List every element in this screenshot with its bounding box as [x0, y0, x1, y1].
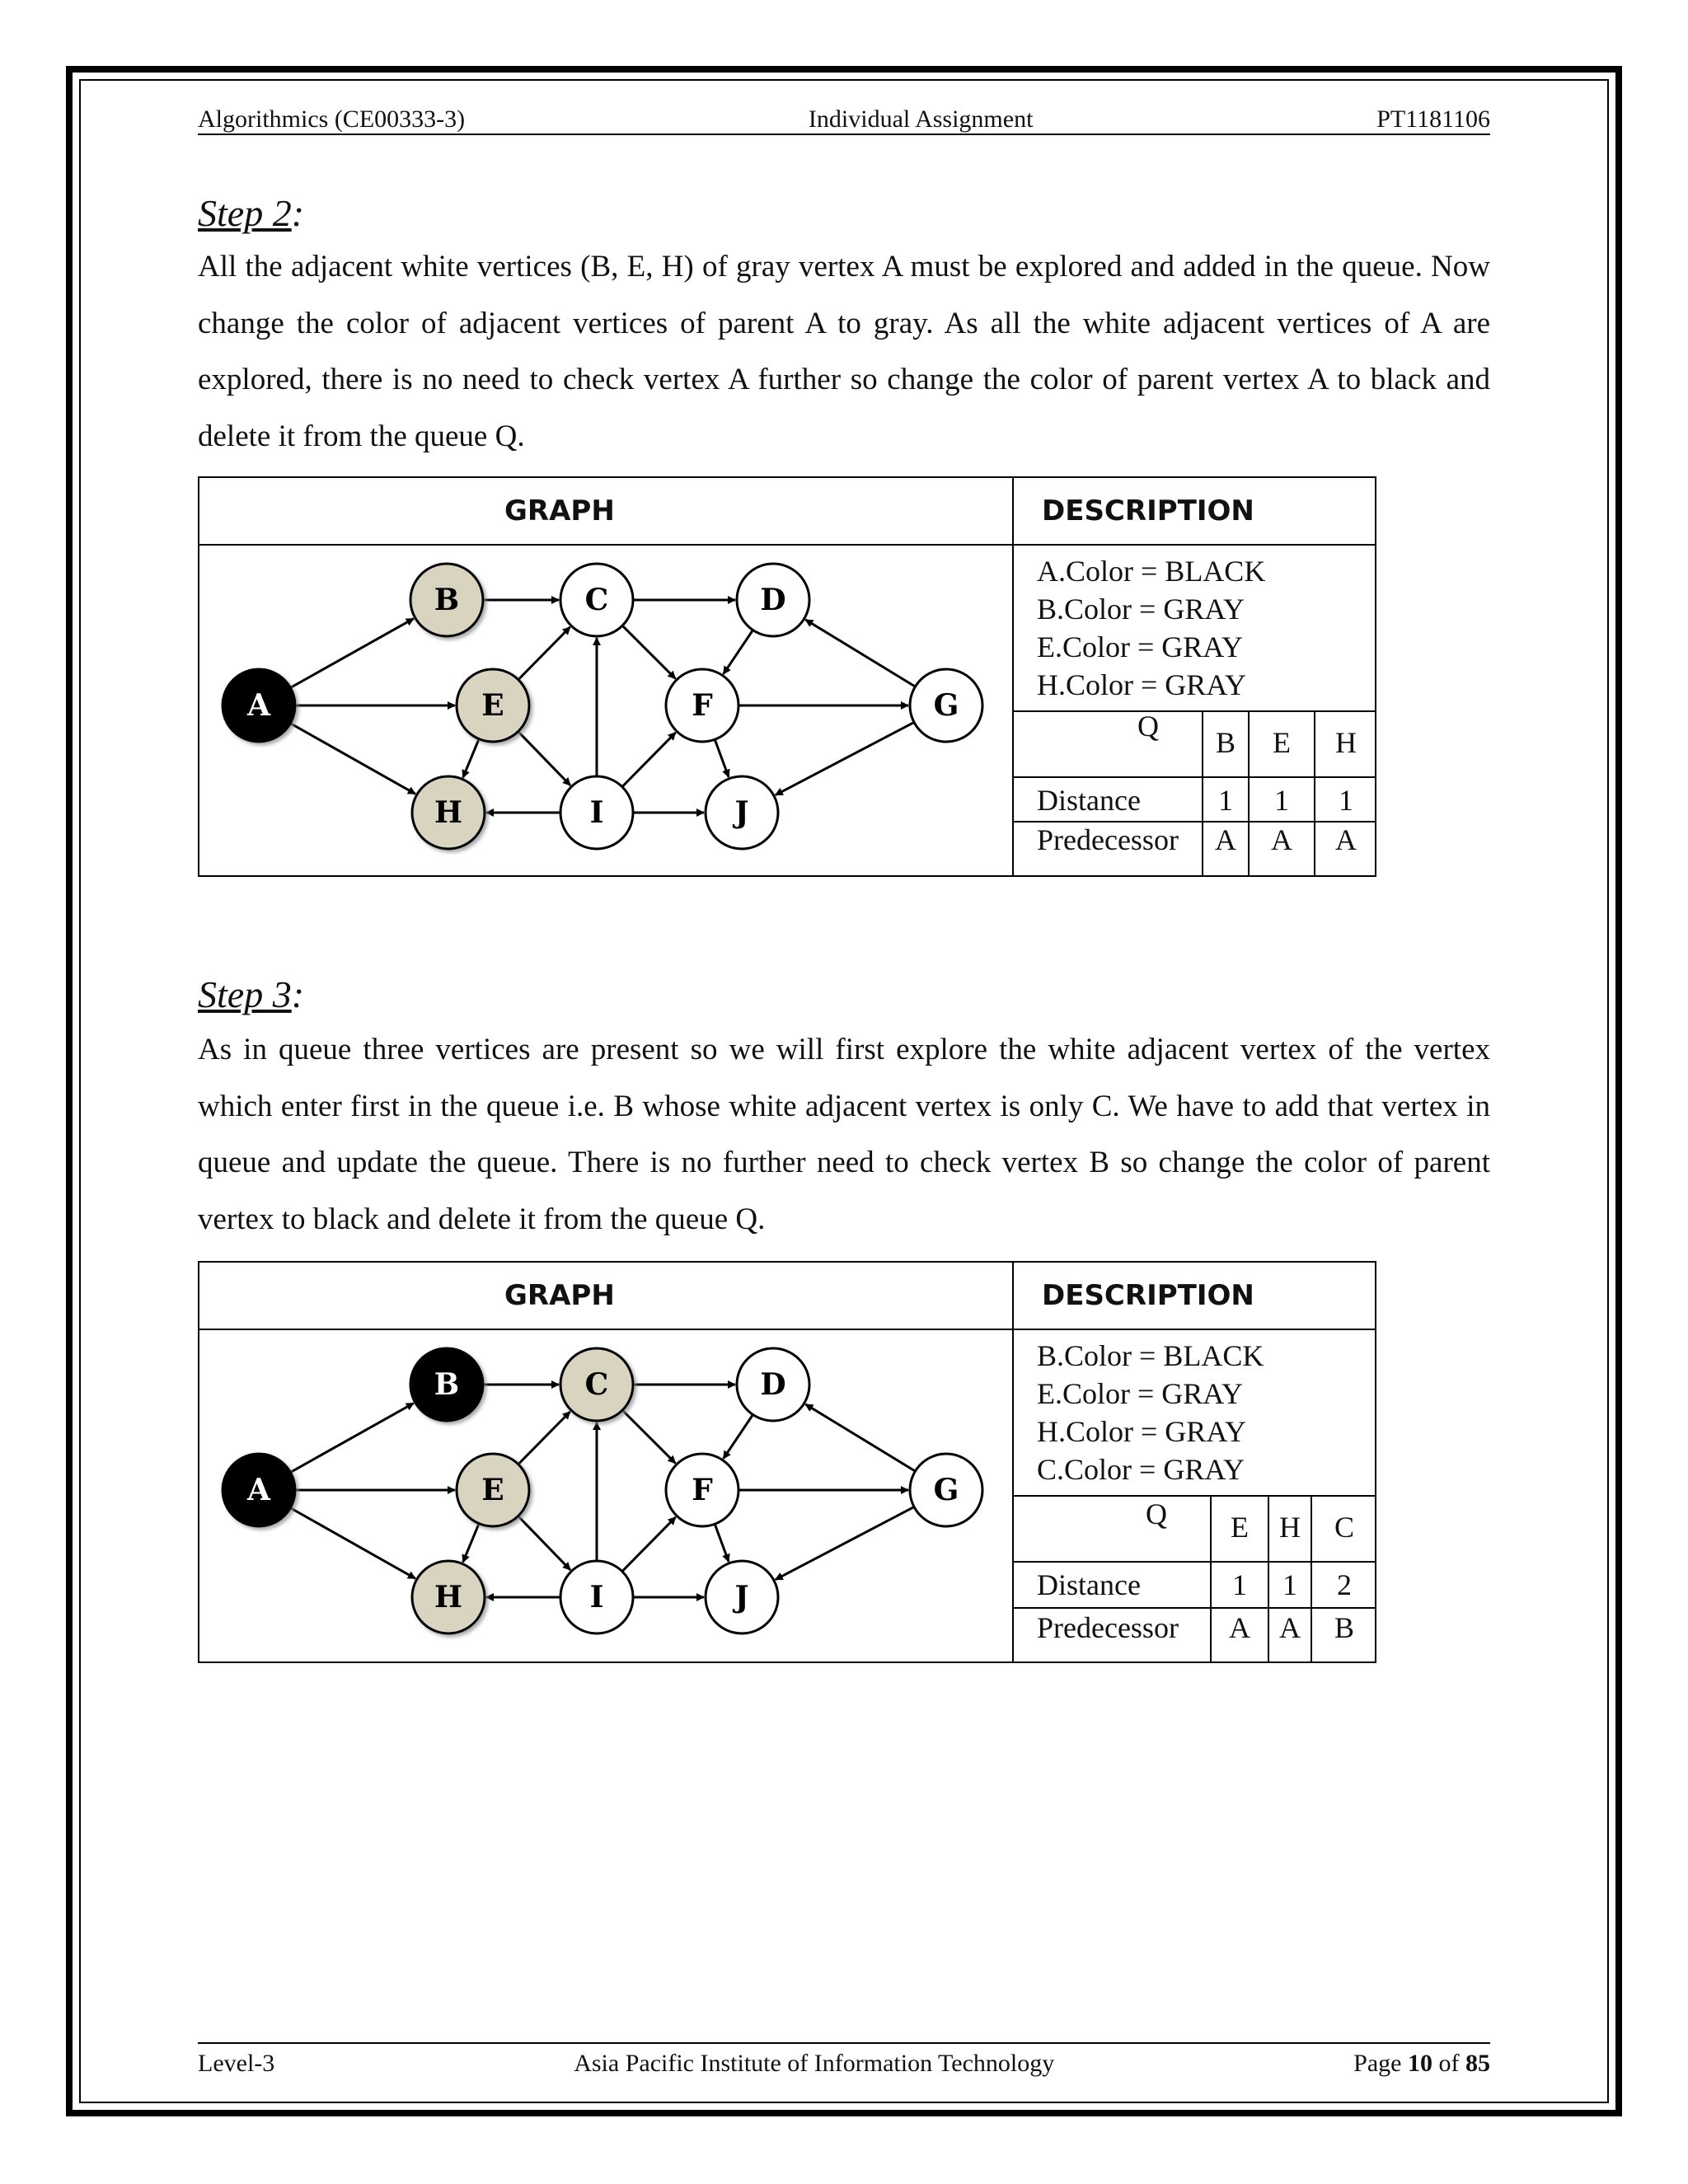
edge-d-f — [724, 1415, 753, 1459]
queue-cell: C — [1334, 1511, 1354, 1544]
description-lines — [1037, 552, 1265, 704]
predecessor-cell: B — [1334, 1611, 1354, 1644]
vertex-label: F — [692, 688, 713, 723]
edge-f-j — [715, 1524, 729, 1562]
header-title: Individual Assignment — [808, 105, 1034, 133]
distance-bottom-line — [1012, 1607, 1376, 1609]
predecessor-cell: A — [1335, 823, 1357, 856]
vertex-label: E — [481, 1473, 504, 1507]
vertex-label: A — [247, 688, 270, 723]
page-footer — [198, 2042, 1490, 2083]
vertex-label: D — [760, 1367, 786, 1402]
step-2-table — [198, 476, 1376, 877]
vertex-label: C — [584, 1367, 609, 1402]
bfs-graph — [198, 546, 1012, 875]
header-id: PT1181106 — [1376, 105, 1490, 133]
vertex-f — [666, 669, 738, 742]
vertex-i — [560, 1561, 633, 1633]
vertex-d — [737, 1348, 809, 1421]
distance-cell: 1 — [1339, 784, 1353, 817]
queue-cell: E — [1231, 1511, 1249, 1544]
edge-a-h — [290, 1508, 415, 1579]
bfs-graph — [198, 1330, 1012, 1660]
vertex-e — [457, 1454, 529, 1526]
edge-e-c — [518, 627, 570, 680]
edge-d-f — [724, 630, 753, 674]
footer-page: Page 10 of 85 — [1353, 2050, 1490, 2077]
vertex-label: G — [933, 1473, 959, 1507]
description-line: H.Color = GRAY — [1037, 668, 1247, 701]
header-course: Algorithmics (CE00333-3) — [198, 105, 466, 133]
distance-cell: 1 — [1218, 784, 1233, 817]
edge-c-f — [622, 1410, 675, 1463]
vertex-h — [412, 776, 485, 849]
step-3-heading: Step 3: — [198, 973, 305, 1015]
page-header — [198, 97, 1490, 135]
distance-cell: 2 — [1337, 1568, 1352, 1601]
predecessor-label: Predecessor — [1037, 1611, 1179, 1644]
predecessor-cell: A — [1279, 1611, 1301, 1644]
queue-bottom-line — [1012, 1561, 1376, 1563]
edge-e-i — [518, 1516, 570, 1570]
step-3-table — [198, 1261, 1376, 1663]
edge-c-f — [622, 626, 675, 678]
edge-f-j — [715, 739, 729, 777]
graph-column-header: GRAPH — [504, 1279, 615, 1312]
queue-cell: E — [1273, 726, 1291, 759]
predecessor-cell: A — [1229, 1611, 1250, 1644]
edge-e-c — [518, 1412, 570, 1465]
vertex-a — [223, 1454, 295, 1526]
edge-i-f — [622, 1517, 676, 1572]
vertex-c — [560, 1348, 633, 1421]
vertex-label: A — [247, 1473, 270, 1507]
description-line: E.Color = GRAY — [1037, 630, 1243, 663]
vertex-b — [410, 564, 483, 636]
vertex-g — [910, 1454, 982, 1526]
edge-g-d — [805, 620, 915, 687]
vertex-label: E — [481, 688, 504, 723]
vertex-label: G — [933, 688, 959, 723]
queue-cell: H — [1335, 726, 1357, 759]
description-lines — [1037, 1337, 1264, 1488]
description-column-header: DESCRIPTION — [1042, 1279, 1254, 1312]
vertex-label: H — [434, 1580, 463, 1615]
vertex-j — [706, 776, 778, 849]
queue-cell: H — [1279, 1511, 1301, 1544]
edge-a-b — [290, 619, 414, 688]
queue-top-line — [1012, 710, 1376, 712]
edge-a-b — [290, 1404, 414, 1473]
vertex-e — [457, 669, 529, 742]
vertex-label: D — [760, 583, 786, 617]
edge-i-f — [622, 733, 676, 787]
step-2-paragraph: All the adjacent white vertices (B, E, H) of gray vertex A must be explored and added in the queue. Now change the color of adjacent vertices of parent A to gray. As all the white adjacent vertices of A are explored, there is no need to check vertex A further so change the color of parent vertex A to black and delete it from the queue Q. — [198, 250, 1490, 453]
vertex-label: H — [434, 795, 463, 830]
queue-top-line — [1012, 1495, 1376, 1497]
vertex-j — [706, 1561, 778, 1633]
distance-label: Distance — [1037, 784, 1141, 817]
edge-e-i — [518, 732, 570, 785]
description-line: A.Color = BLACK — [1037, 555, 1266, 588]
vertex-d — [737, 564, 809, 636]
step-2-heading: Step 2: — [198, 192, 305, 234]
vertex-label: F — [692, 1473, 713, 1507]
predecessor-cell: A — [1271, 823, 1292, 856]
column-divider — [1012, 476, 1014, 877]
vertex-g — [910, 669, 982, 742]
predecessor-cell: A — [1215, 823, 1236, 856]
vertex-label: I — [589, 1580, 604, 1615]
vertex-label: J — [734, 1580, 749, 1615]
description-line: H.Color = GRAY — [1037, 1415, 1247, 1448]
vertex-h — [412, 1561, 485, 1633]
edge-a-h — [290, 724, 415, 794]
description-line: B.Color = GRAY — [1037, 593, 1245, 626]
distance-cell: 1 — [1282, 1568, 1297, 1601]
vertex-label: B — [434, 1367, 460, 1402]
edge-e-h — [463, 739, 479, 778]
description-line: C.Color = GRAY — [1037, 1453, 1245, 1486]
graph-column-header: GRAPH — [504, 494, 615, 527]
distance-label: Distance — [1037, 1568, 1141, 1601]
column-divider — [1012, 1261, 1014, 1663]
distance-cell: 1 — [1232, 1568, 1247, 1601]
queue-cell: B — [1215, 726, 1236, 759]
vertex-label: J — [734, 795, 749, 830]
description-line: E.Color = GRAY — [1037, 1377, 1243, 1410]
vertex-label: C — [584, 583, 609, 617]
edge-g-j — [776, 722, 914, 794]
queue-bottom-line — [1012, 776, 1376, 778]
edge-e-h — [463, 1524, 479, 1563]
queue-label: Q — [1137, 710, 1159, 743]
description-line: B.Color = BLACK — [1037, 1339, 1264, 1372]
predecessor-label: Predecessor — [1037, 823, 1179, 856]
footer-institute: Asia Pacific Institute of Information Technology — [574, 2050, 1055, 2077]
queue-label: Q — [1146, 1497, 1167, 1530]
description-column-header: DESCRIPTION — [1042, 494, 1254, 527]
vertex-label: I — [589, 795, 604, 830]
vertex-i — [560, 776, 633, 849]
distance-cell: 1 — [1274, 784, 1289, 817]
step-3-paragraph: As in queue three vertices are present so we will first explore the white adjacent vertex of the vertex which enter first in the queue i.e. B whose white adjacent vertex is only C. We have to add that vertex in queue and update the queue. There is no further need to check vertex B so change the color of parent vertex to black and delete it from the queue Q. — [198, 1033, 1490, 1236]
vertex-label: B — [434, 583, 460, 617]
footer-level: Level-3 — [198, 2050, 275, 2077]
edge-g-d — [805, 1404, 915, 1471]
vertex-c — [560, 564, 633, 636]
edge-g-j — [776, 1507, 914, 1579]
vertex-a — [223, 669, 295, 742]
vertex-f — [666, 1454, 738, 1526]
vertex-b — [410, 1348, 483, 1421]
